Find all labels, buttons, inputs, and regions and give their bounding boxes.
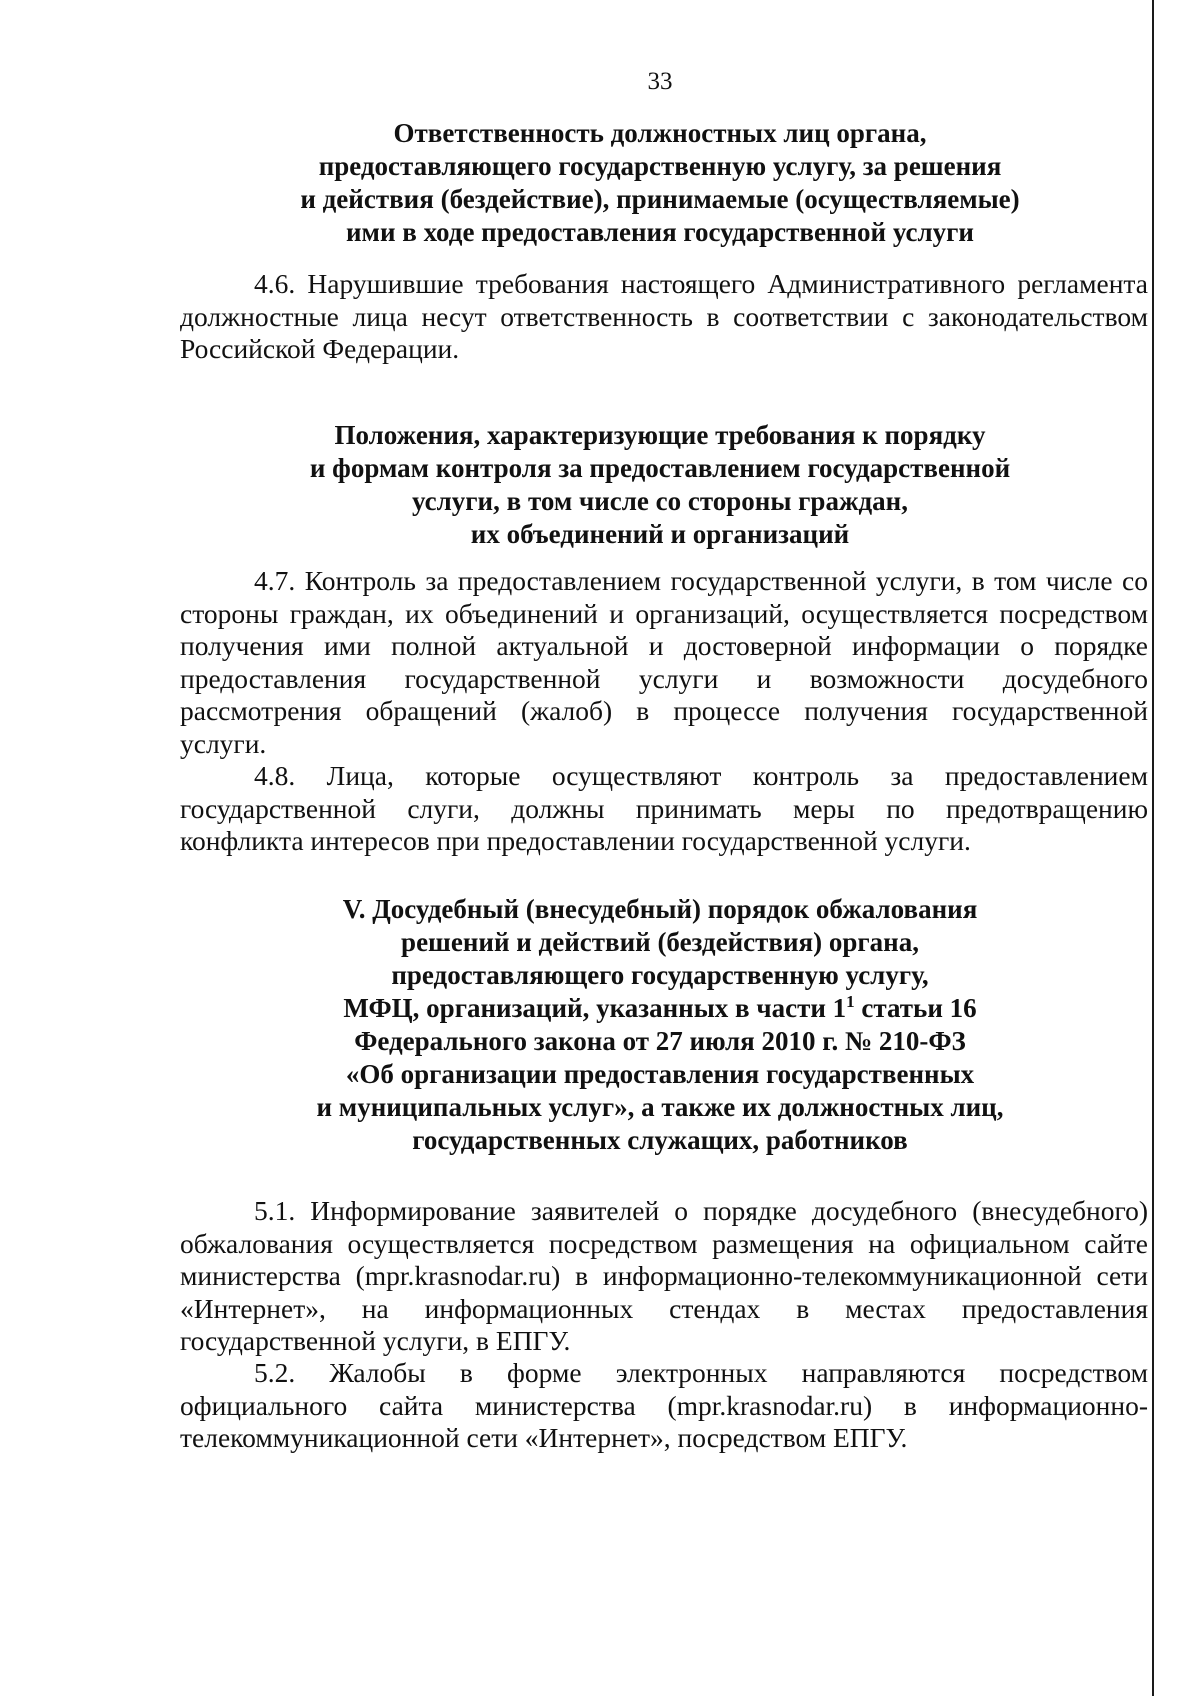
paragraph-line: министерства (mpr.krasnodar.ru) в информационно-телекоммуникационной сети [180, 1260, 1148, 1291]
heading-text: статьи 16 [854, 993, 977, 1023]
heading-line: Положения, характеризующие требования к порядку [334, 420, 986, 450]
paragraph-line: предоставления государственной услуги и возможности досудебного [180, 662, 1148, 694]
heading-line: Ответственность должностных лиц органа, [393, 118, 927, 148]
paragraph-line: стороны граждан, их объединений и организаций, осуществляется посредством [180, 597, 1148, 629]
paragraph-line: получения ими полной актуальной и достоверной информации о порядке [180, 630, 1148, 661]
page-edge-line [1152, 0, 1154, 1696]
paragraph-line: 4.6. Нарушившие требования настоящего Административного регламента [254, 268, 1148, 299]
paragraph-line: 5.2. Жалобы в форме электронных направляются посредством [254, 1357, 1148, 1388]
heading-line: решений и действий (бездействия) органа, [401, 927, 919, 957]
paragraph-line: рассмотрения обращений (жалоб) в процессе получения государственной [180, 695, 1148, 726]
paragraph-line: 4.8. Лица, которые осуществляют контроль за предоставлением [254, 760, 1148, 791]
paragraph-line: 4.7. Контроль за предоставлением государственной услуги, в том числе со [254, 565, 1148, 596]
paragraph-line: 5.1. Информирование заявителей о порядке досудебного (внесудебного) [254, 1195, 1148, 1226]
paragraph-line: «Интернет», на информационных стендах в местах предоставления [180, 1292, 1148, 1324]
paragraph-line: телекоммуникационной сети «Интернет», посредством ЕПГУ. [180, 1422, 908, 1453]
page-number: 33 [647, 68, 673, 95]
heading-line: V. Досудебный (внесудебный) порядок обжалования [342, 894, 978, 924]
heading-line: предоставляющего государственную услугу, [391, 960, 929, 990]
paragraph-4-7 [180, 565, 1148, 760]
heading-line: предоставляющего государственную услугу, за решения [318, 151, 1002, 181]
paragraph-line: обжалования осуществляется посредством размещения на официальном сайте [180, 1227, 1148, 1259]
paragraph-5-2 [180, 1357, 1148, 1455]
paragraph-line: конфликта интересов при предоставлении государственной услуги. [180, 825, 971, 856]
paragraph-line: государственной слуги, должны принимать меры по предотвращению [180, 792, 1148, 824]
heading-line: их объединений и организаций [470, 519, 850, 549]
section-heading-control [180, 419, 1140, 551]
paragraph-5-1 [180, 1195, 1148, 1358]
section-heading-responsibility [180, 117, 1140, 249]
section-v-heading [180, 893, 1140, 1157]
heading-line: и действия (бездействие), принимаемые (осуществляемые) [300, 184, 1020, 214]
paragraph-4-8 [180, 760, 1148, 858]
heading-line-with-superscript [180, 992, 1140, 1025]
heading-text: МФЦ, организаций, указанных в части 1 [343, 993, 847, 1023]
heading-line: услуги, в том числе со стороны граждан, [412, 486, 908, 516]
paragraph-line: государственной услуги, в ЕПГУ. [180, 1325, 571, 1356]
heading-line: Федерального закона от 27 июля 2010 г. № 210-ФЗ [354, 1026, 966, 1056]
paragraph-4-6 [180, 268, 1148, 366]
heading-line: ими в ходе предоставления государственной услуги [346, 217, 974, 247]
paragraph-line: официального сайта министерства (mpr.krasnodar.ru) в информационно- [180, 1389, 1148, 1421]
heading-line: «Об организации предоставления государственных [345, 1059, 975, 1089]
heading-line: и муниципальных услуг», а также их должностных лиц, [316, 1092, 1004, 1122]
paragraph-line: должностные лица несут ответственность в соответствии с законодательством [180, 300, 1148, 332]
heading-line: и формам контроля за предоставлением государственной [309, 453, 1011, 483]
paragraph-line: Российской Федерации. [180, 333, 460, 364]
superscript: 1 [846, 992, 855, 1011]
heading-line: государственных служащих, работников [412, 1125, 908, 1155]
paragraph-line: услуги. [180, 727, 267, 759]
